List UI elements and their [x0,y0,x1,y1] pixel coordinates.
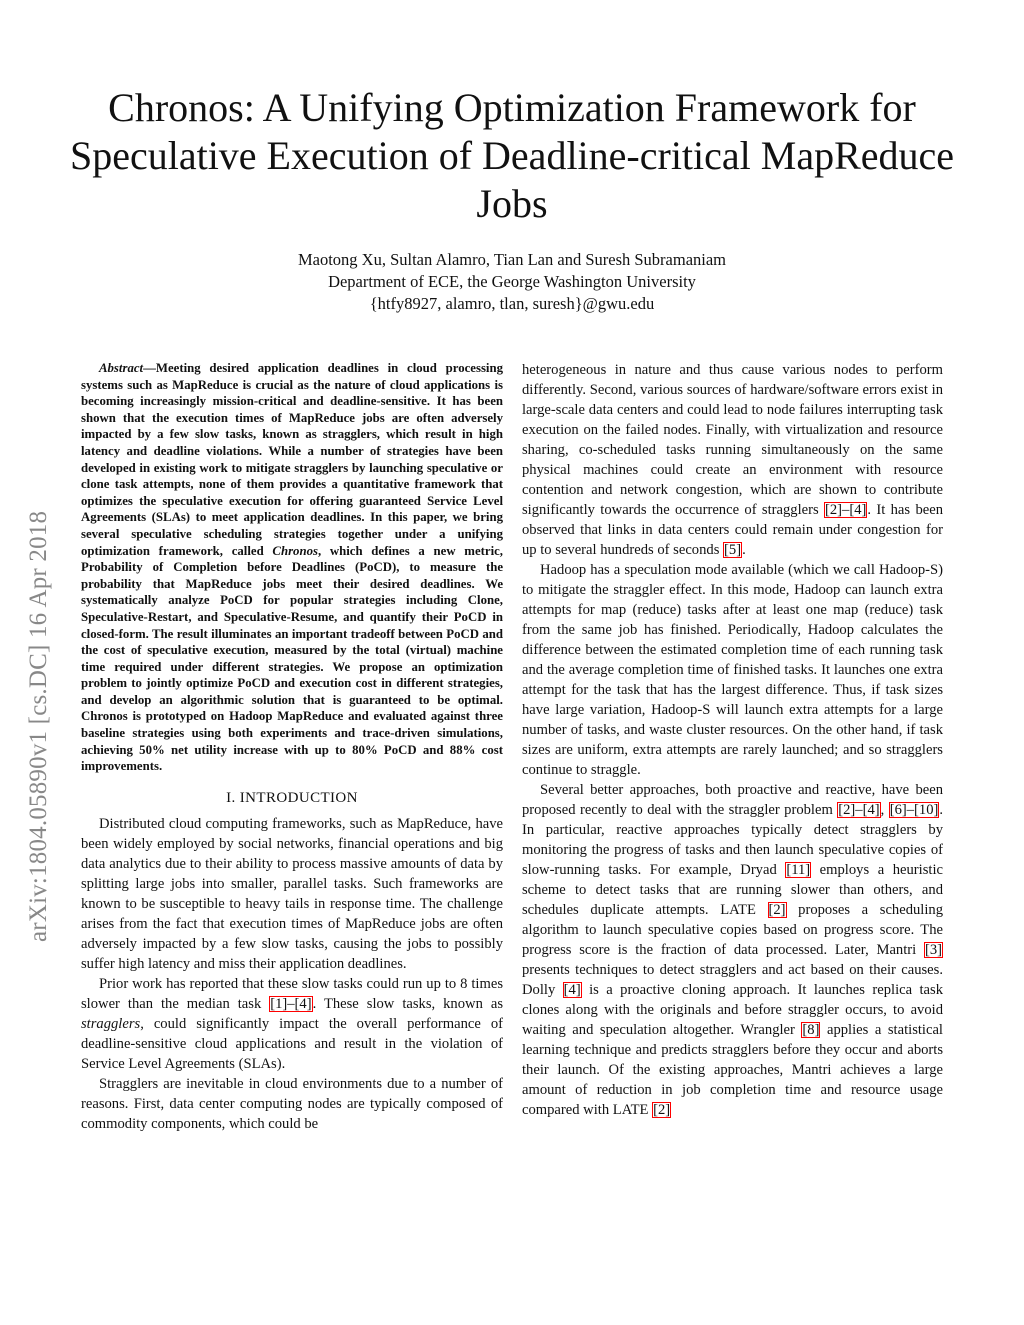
text-run: is a proactive cloning approach. It launches replica task clones along with the originals and before straggler occurs, to avoid waiting and speculation altogether. Wrangler [522,982,943,1038]
author-emails: {htfy8927, alamro, tlan, suresh}@gwu.edu [369,294,655,313]
arxiv-identifier: arXiv:1804.05890v1 [cs.DC] 16 Apr 2018 [25,510,52,942]
text-run: . These slow tasks, known as [312,995,503,1012]
citation-link[interactable]: [2]–[4] [838,802,880,818]
paper-title: Chronos: A Unifying Optimization Framework for Speculative Execution of Deadline-critical MapReduce Jobs [69,85,955,226]
intro-paragraph-6 [522,780,943,1120]
abstract-text-1: —Meeting desired application deadlines in cloud processing systems such as MapReduce is crucial as the nature of cloud applications is becoming increasingly mission-critical and deadline-sensitive. It has been shown that the execution times of MapReduce jobs are often adversely impacted by a few slow tasks, known as stragglers, which result in high latency and deadline violations. While a number of strategies have been developed in existing work to mitigate stragglers by launching speculative or clone task attempts, none of them provides a quantitative framework that optimizes the speculative execution for offering guaranteed Service Level Agreements (SLAs) to meet application deadlines. In this paper, we bring several speculative scheduling strategies together under a unifying optimization framework, called [81,361,503,558]
text-run: applies a statistical learning technique and predicts stragglers before they occur and aborts their launch. Of the existing approaches, Mantri achieves a large amount of reduction in job completion time and resource usage compared with LATE [522,1022,943,1118]
text-run: . [742,542,746,558]
section-heading-introduction: I. INTRODUCTION [226,789,358,806]
text-run: Several better approaches, both proactive and reactive, have been proposed recently to deal with the straggler problem [522,782,943,818]
citation-link[interactable]: [6]–[10] [889,802,939,818]
text-run: presents techniques to detect stragglers and act based on their causes. Dolly [522,962,943,998]
text-run: . It has been observed that links in data centers could remain under congestion for up to several hundreds of seconds [522,502,943,558]
text-run: employs a heuristic scheme to detect tasks that are running slower than others, and schedules duplicate attempts. LATE [522,862,943,918]
citation-link[interactable]: [2] [653,1102,671,1118]
text-run: , [880,802,889,818]
emphasis-stragglers: stragglers [81,1015,141,1032]
text-run: . In particular, reactive approaches typically detect stragglers by monitoring the progress of tasks and then launch speculative copies of slow-running tasks. For example, Dryad [522,802,944,878]
citation-link[interactable]: [5] [724,542,742,558]
left-column [81,360,503,1134]
intro-paragraph-4 [522,360,943,560]
citation-link[interactable]: [4] [563,982,581,998]
citation-link[interactable]: [2] [768,902,786,918]
citation-link[interactable]: [1]–[4] [270,995,312,1012]
intro-paragraph-3: Stragglers are inevitable in cloud environments due to a number of reasons. First, data center computing nodes are typically composed of commodity components, which could be [81,1075,503,1132]
abstract-text-2: , which defines a new metric, Probability of Completion before Deadlines (PoCD), to measure the probability that MapReduce jobs meet their desired deadlines. We systematically analyze PoCD for popular strategies including Clone, Speculative-Restart, and Speculative-Resume, and quantify their PoCD in closed-form. The result illuminates an important tradeoff between PoCD and the cost of speculative execution, measured by the total (virtual) machine time required under different strategies. We propose an optimization problem to jointly optimize PoCD and execution cost in different strategies, and develop an algorithmic solution that is guaranteed to be optimal. Chronos is prototyped on Hadoop MapReduce and evaluated against three baseline strategies using both experiments and trace-driven simulations, achieving 50% net utility increase with up to 80% PoCD and 88% cost improvements. [81,543,503,774]
citation-link[interactable]: [11] [786,862,811,878]
citation-link[interactable]: [3] [924,942,942,958]
right-column [522,360,943,1120]
text-run: heterogeneous in nature and thus cause various nodes to perform differently. Second, various sources of hardware/software errors exist in large-scale data centers and could lead to node failures interrupting task execution on the failed nodes. Finally, with virtualization and resource sharing, co-scheduled tasks running simultaneously on the same physical machines could create an environment with resource contention and network congestion, which are shown to contribute significantly towards the occurrence of stragglers [522,362,943,518]
abstract-label: Abstract [99,361,144,375]
text-run: proposes a scheduling algorithm to launch speculative copies based on progress score. The progress score is the fraction of data processed. Later, Mantri [522,902,943,958]
citation-link[interactable]: [2]–[4] [825,502,867,518]
citation-link[interactable]: [8] [802,1022,820,1038]
abstract-chronos-term: Chronos [272,543,318,558]
author-names: Maotong Xu, Sultan Alamro, Tian Lan and Suresh Subramaniam [297,250,727,269]
text-run: , could significantly impact the overall performance of deadline-sensitive cloud applications and result in the violation of Service Level Agreements (SLAs). [81,1015,503,1072]
intro-paragraph-2 [81,974,503,1074]
intro-paragraph-5: Hadoop has a speculation mode available (which we call Hadoop-S) to mitigate the straggler effect. In this mode, Hadoop can launch extra attempts for map (reduce) tasks after at least one map (reduce) task from the same job has finished. Periodically, Hadoop calculates the difference between the estimated completion time of each running task and the average completion time of finished tasks. It launches one extra attempt for the task that has the largest difference. Thus, if task sizes have large variation, Hadoop-S will launch extra attempts for a large number of tasks, and waste cluster resources. On the other hand, if task sizes are uniform, extra attempts are rarely launched; and so stragglers continue to straggle. [522,562,943,778]
intro-paragraph-1: Distributed cloud computing frameworks, such as MapReduce, have been widely employed by social networks, financial operations and big data analytics due to their ability to process massive amounts of data by splitting large jobs into smaller, parallel tasks. Such frameworks are known to be susceptible to heavy tails in response time. The challenge arises from the fact that execution times of MapReduce jobs are often adversely impacted by a few slow tasks, causing the jobs to possibly suffer high latency and miss their application deadlines. [81,815,503,972]
text-run: Prior work has reported that these slow tasks could run up to 8 times slower than the median task [81,975,503,1012]
abstract [81,360,503,775]
author-block [160,249,864,315]
affiliation: Department of ECE, the George Washington University [328,272,696,291]
